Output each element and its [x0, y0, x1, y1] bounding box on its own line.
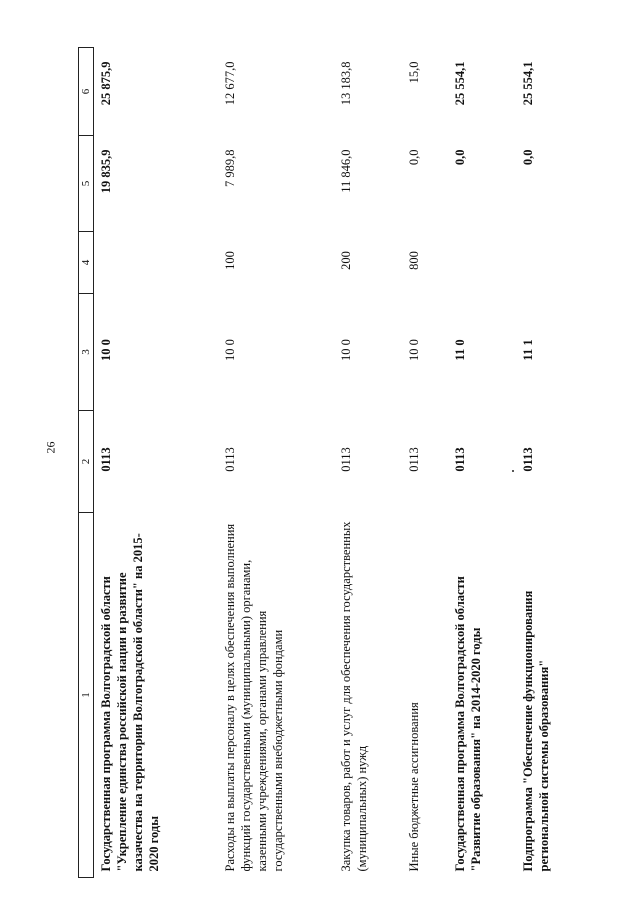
- row-name: Расходы на выплаты персоналу в целях обеспечения выполнения функций государственными (муниципальными) органами, казенными учреждениями, органами управления государственными внебюджетными фондами: [223, 523, 285, 872]
- row-value-6: 25 554,1: [521, 61, 535, 106]
- row-target: 11 0: [453, 339, 467, 361]
- row-value-5: 0,0: [407, 149, 421, 166]
- row-value-5: 0,0: [453, 149, 467, 166]
- row-section: 0113: [99, 447, 113, 472]
- table-row: [94, 48, 219, 878]
- row-type: [94, 232, 219, 294]
- column-header: 4: [79, 232, 94, 294]
- row-target: 10 0: [99, 339, 113, 361]
- row-type: [448, 232, 516, 294]
- row-value-6: 12 677,0: [223, 61, 237, 106]
- column-header: 6: [79, 48, 94, 136]
- row-target: 10 0: [407, 339, 421, 361]
- row-value-6: 25 554,1: [453, 61, 467, 106]
- column-header: 1: [79, 513, 94, 878]
- row-target: 10 0: [223, 339, 237, 361]
- column-header: 5: [79, 136, 94, 232]
- column-header: 2: [79, 411, 94, 513]
- row-section: 0113: [223, 447, 237, 472]
- row-value-5: 0,0: [521, 149, 535, 166]
- row-value-6: 13 183,8: [339, 61, 353, 106]
- row-target: 11 1: [521, 339, 535, 361]
- row-section: 0113: [453, 447, 467, 472]
- row-name: Государственная программа Волгоградской области "Укрепление единства российской нации и развитие казачества на территории Волгоградской области" на 2015-2020 годы: [99, 533, 161, 872]
- row-name: Иные бюджетные ассигнования: [407, 702, 421, 872]
- row-type: 800: [407, 251, 421, 270]
- row-name: Подпрограмма "Обеспечение функционирования региональной системы образования": [521, 590, 551, 872]
- page-number: 26: [43, 441, 58, 454]
- row-value-6: 25 875,9: [99, 61, 113, 106]
- table-row: [516, 48, 588, 878]
- row-name: Государственная программа Волгоградской области "Развитие образования" на 2014-2020 годы: [453, 576, 483, 872]
- column-header: 3: [79, 294, 94, 411]
- table-row: [218, 48, 334, 878]
- row-section: 0113: [339, 447, 353, 472]
- row-value-6: 15,0: [407, 61, 421, 84]
- table-row: [334, 48, 402, 878]
- row-type: [516, 232, 588, 294]
- row-value-5: 11 846,0: [339, 149, 353, 193]
- row-name: Закупка товаров, работ и услуг для обеспечения государственных (муниципальных) нужд: [339, 521, 369, 872]
- row-section: 0113: [521, 447, 535, 472]
- row-value-5: 7 989,8: [223, 149, 237, 187]
- row-section: 0113: [407, 447, 421, 472]
- table-row: [448, 48, 516, 878]
- table-header-row: [79, 48, 94, 878]
- scan-speck: [512, 470, 514, 472]
- row-value-5: 19 835,9: [99, 149, 113, 194]
- row-target: 10 0: [339, 339, 353, 361]
- row-type: 200: [339, 251, 353, 270]
- table-row: [402, 48, 448, 878]
- budget-table: [78, 48, 610, 878]
- row-type: 100: [223, 251, 237, 270]
